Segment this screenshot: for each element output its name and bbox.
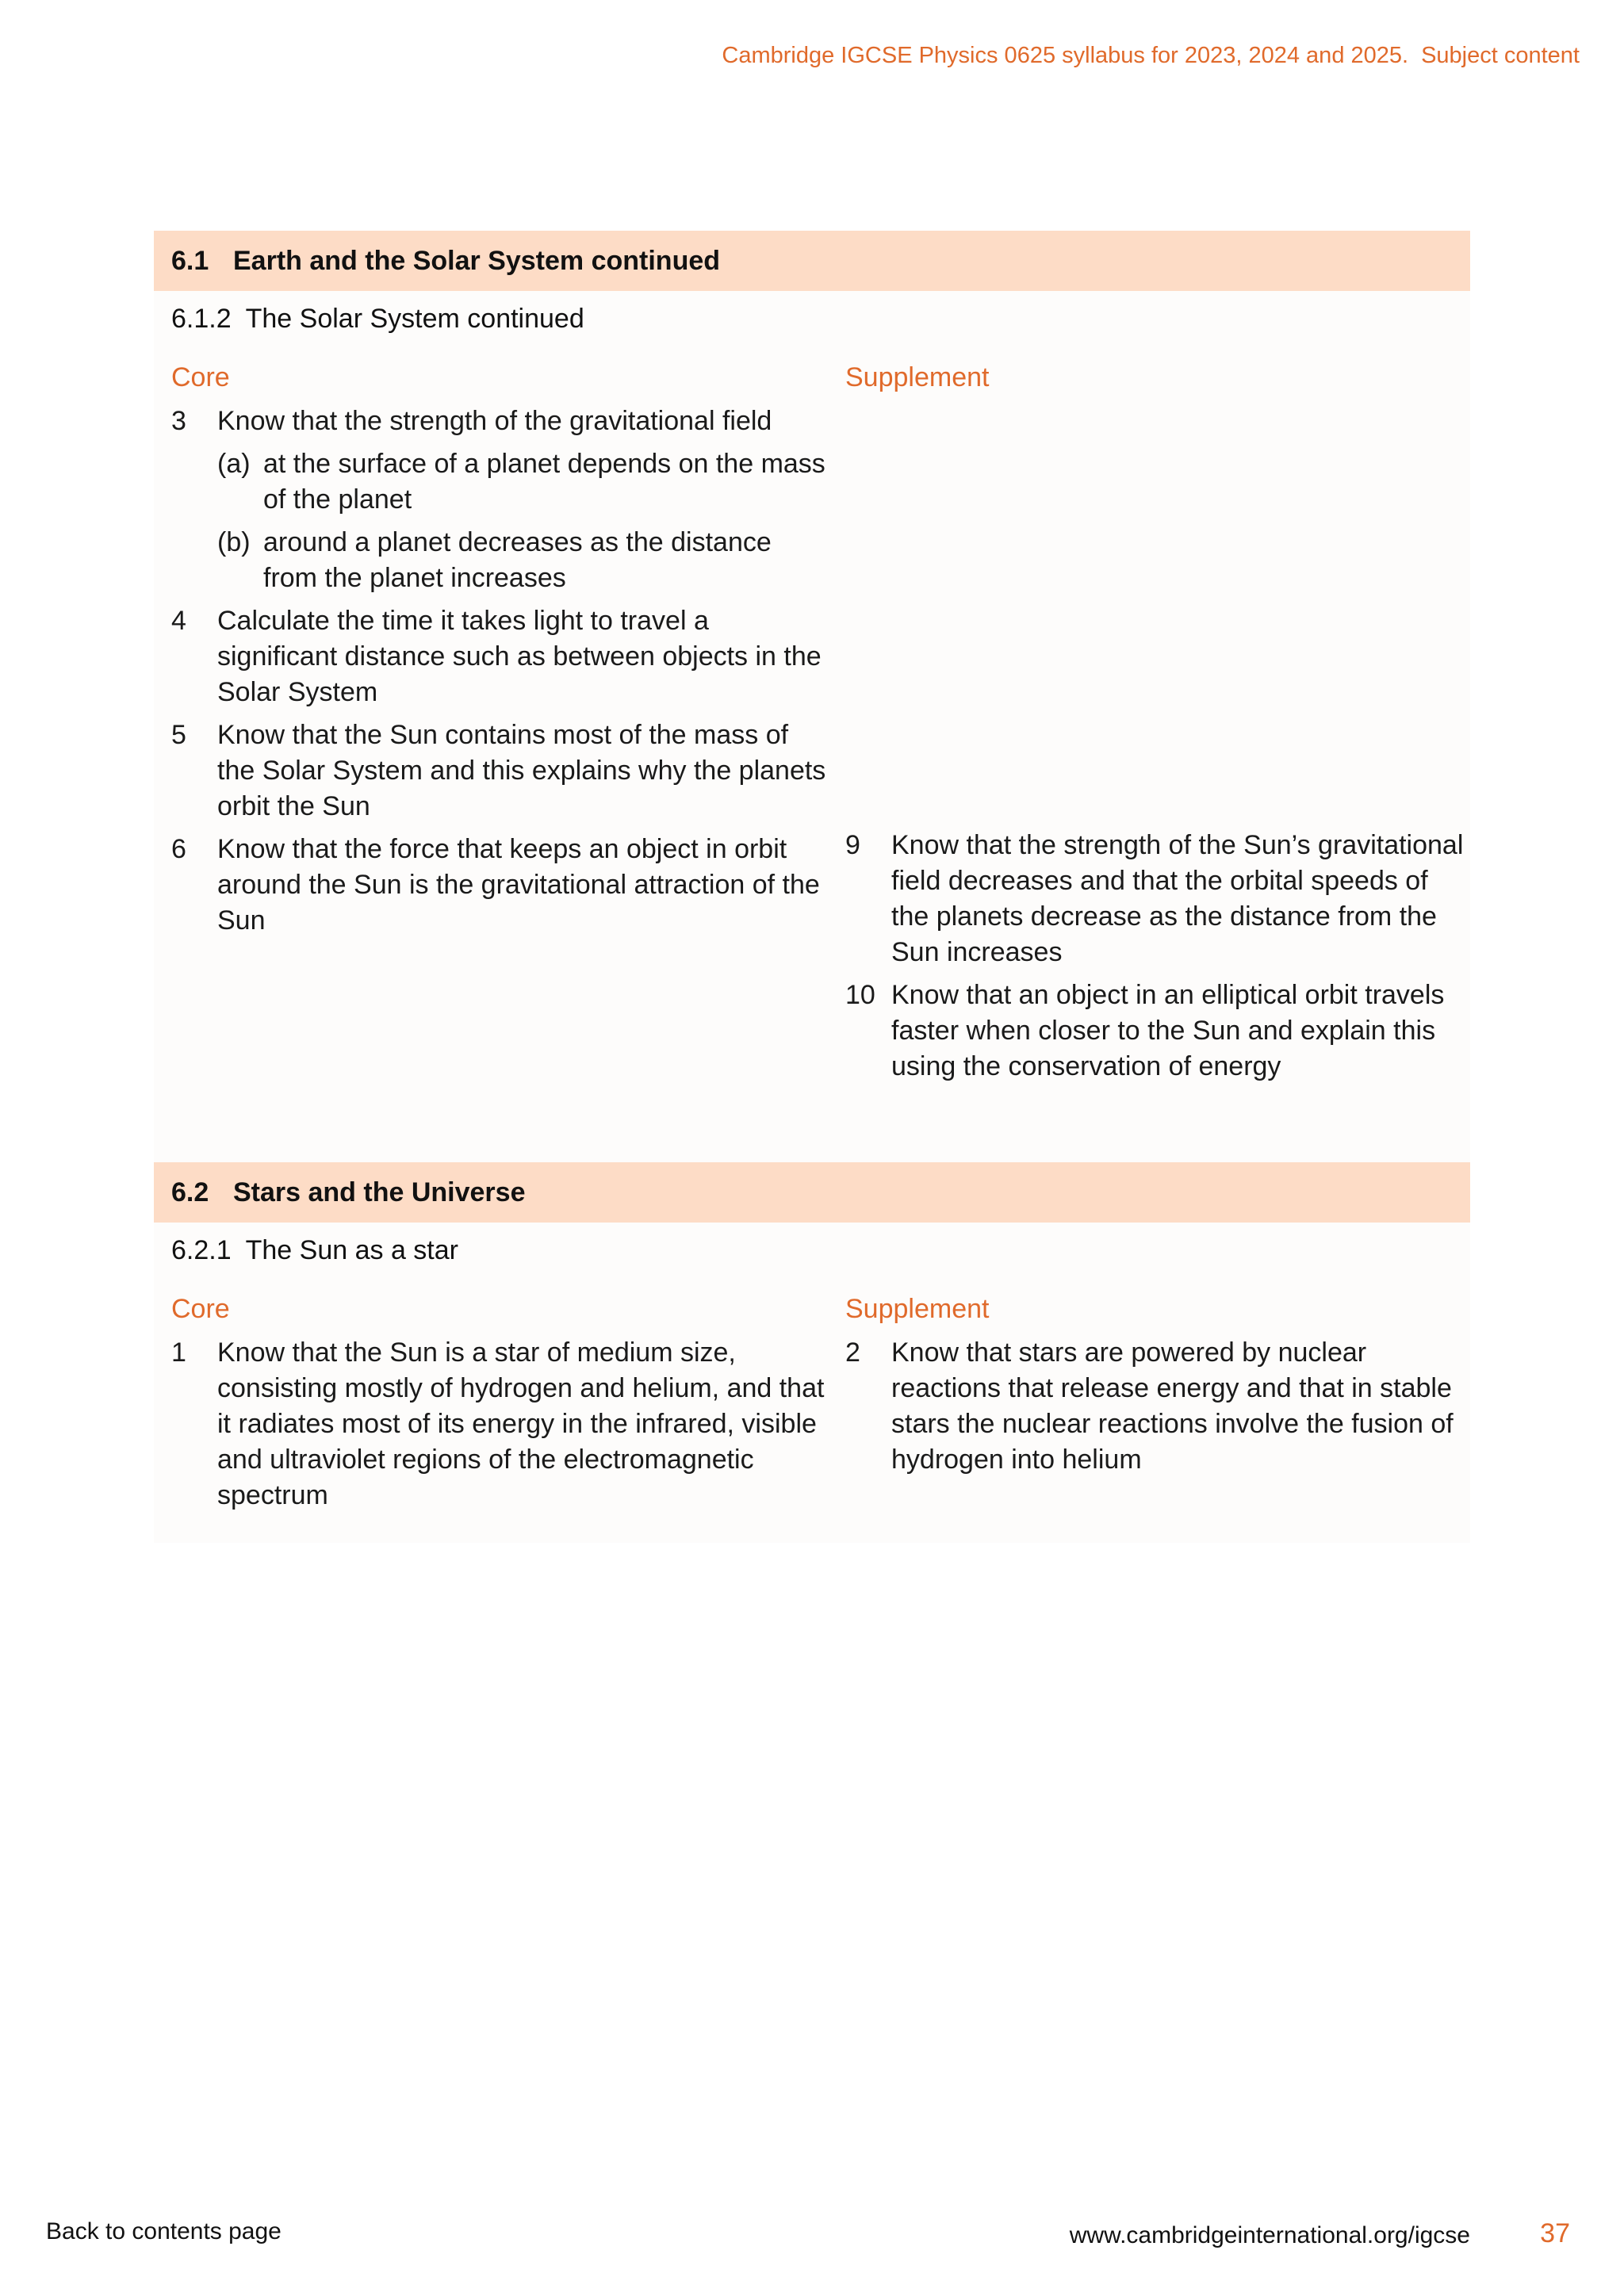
supplement-column (828, 1291, 1470, 1521)
list-item (171, 1335, 828, 1513)
subsection-number: 6.1.2 (171, 304, 232, 334)
list-item (171, 404, 828, 439)
item-number: (b) (217, 527, 251, 557)
item-text: Know that the Sun is a star of medium size, consisting mostly of hydrogen and helium, and that it radiates most of its energy in the infrared, visible and ultraviolet regions of the electromagnetic spectrum (217, 1337, 825, 1510)
item-number: (a) (217, 449, 251, 479)
item-text: at the surface of a planet depends on the mass of the planet (263, 449, 825, 515)
subsection-heading (154, 291, 1470, 337)
sub-list-item (217, 525, 828, 596)
header-section: Subject content (1421, 43, 1580, 68)
header-title: Cambridge IGCSE Physics 0625 syllabus for 2023, 2024 and 2025. (722, 43, 1409, 68)
item-number: 9 (845, 830, 860, 860)
back-to-contents-link[interactable]: Back to contents page (46, 2218, 282, 2244)
list-item (845, 1335, 1470, 1478)
content-columns (154, 337, 1470, 1092)
list-item (845, 828, 1470, 970)
supplement-column (828, 359, 1470, 1092)
section-title: Stars and the Universe (233, 1177, 526, 1207)
subsection-title: The Sun as a star (245, 1235, 458, 1265)
item-text: Know that the force that keeps an object in orbit around the Sun is the gravitational attraction of the Sun (217, 834, 820, 936)
item-text: Know that the Sun contains most of the mass of the Solar System and this explains why the planets orbit the Sun (217, 720, 826, 821)
item-text: Know that the strength of the gravitational field (217, 406, 772, 436)
section-6-1 (154, 231, 1470, 1162)
subsection-title: The Solar System continued (245, 304, 584, 334)
supplement-label: Supplement (845, 1294, 990, 1324)
item-text: Know that the strength of the Sun’s gravitational field decreases and that the orbital speeds of the planets decrease as the distance from the Sun increases (891, 830, 1464, 967)
list-item (171, 603, 828, 710)
list-item (171, 832, 828, 939)
sub-list-item (217, 446, 828, 518)
supplement-label: Supplement (845, 362, 990, 392)
item-text: Calculate the time it takes light to travel a significant distance such as between objects in the Solar System (217, 606, 822, 707)
section-heading (154, 231, 1470, 291)
section-number: 6.2 (171, 1177, 209, 1207)
core-label: Core (171, 362, 230, 392)
subsection-heading (154, 1223, 1470, 1269)
page-number: 37 (1540, 2218, 1570, 2248)
item-text: Know that an object in an elliptical orbit travels faster when closer to the Sun and explain this using the conservation of energy (891, 980, 1445, 1081)
core-column (154, 1291, 828, 1521)
item-number: 10 (845, 980, 875, 1010)
item-number: 6 (171, 834, 186, 864)
content-columns (154, 1269, 1470, 1521)
item-number: 4 (171, 606, 186, 636)
item-text: Know that stars are powered by nuclear reactions that release energy and that in stable stars the nuclear reactions involve the fusion of hydrogen into helium (891, 1337, 1454, 1475)
section-heading (154, 1162, 1470, 1223)
section-number: 6.1 (171, 245, 209, 276)
item-number: 1 (171, 1337, 186, 1368)
item-text: around a planet decreases as the distance from the planet increases (263, 527, 772, 593)
core-column (154, 359, 828, 1092)
core-label: Core (171, 1294, 230, 1324)
list-item (845, 978, 1470, 1085)
item-number: 5 (171, 720, 186, 750)
section-title: Earth and the Solar System continued (233, 245, 721, 276)
item-number: 2 (845, 1337, 860, 1368)
section-6-2 (154, 1162, 1470, 1543)
subsection-number: 6.2.1 (171, 1235, 232, 1265)
running-header (722, 43, 1580, 69)
page-content (154, 231, 1470, 1543)
website-link[interactable]: www.cambridgeinternational.org/igcse (1069, 2222, 1470, 2248)
item-number: 3 (171, 406, 186, 436)
list-item (171, 718, 828, 825)
